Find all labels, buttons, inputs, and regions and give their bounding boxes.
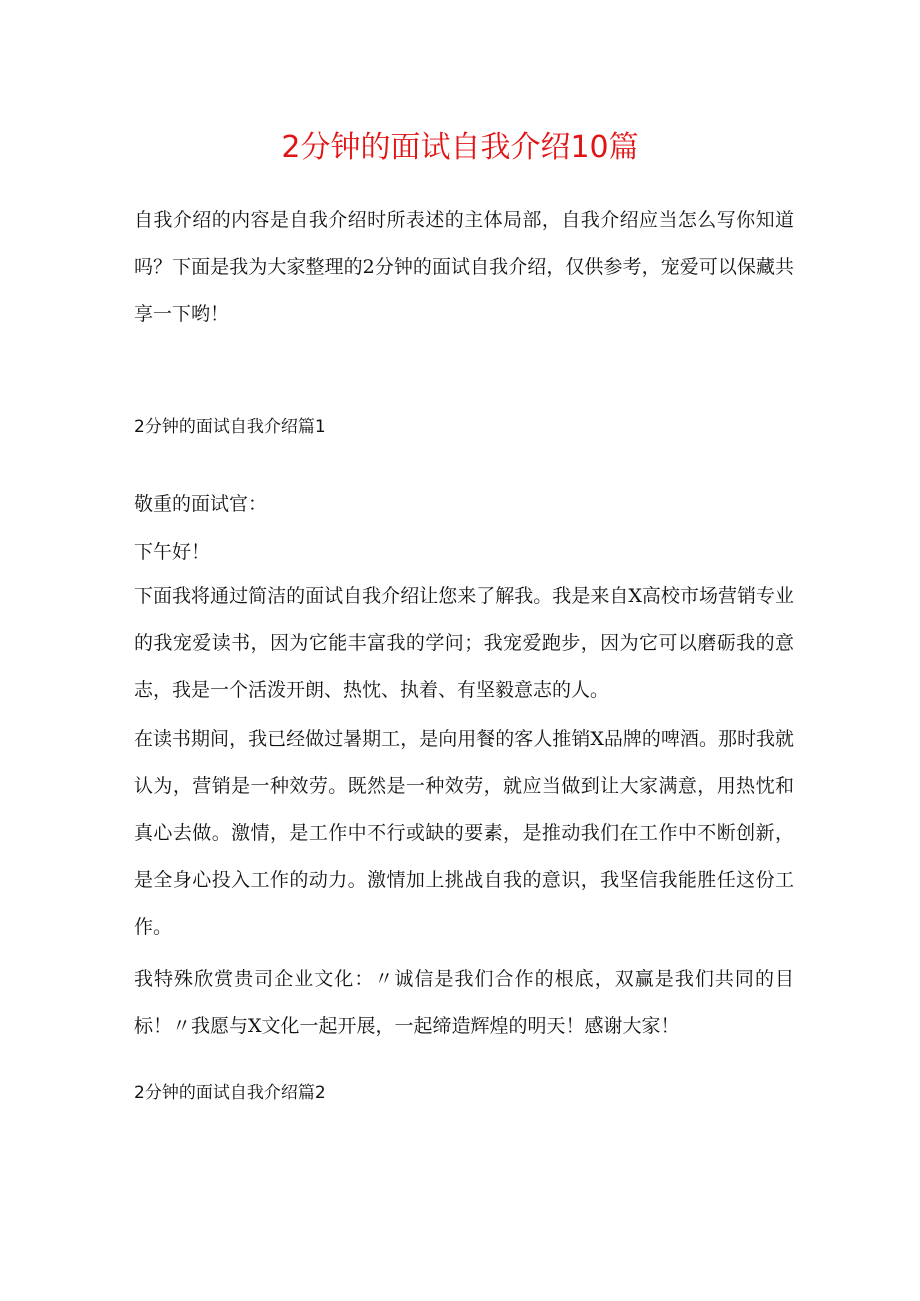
greeting-line: 敬重的面试官： [134,493,268,515]
document-title: 2分钟的面试自我介绍10篇 [281,130,639,165]
salutation-line: 下午好！ [134,541,211,563]
paragraph-1: 下面我将通过简洁的面试自我介绍让您来了解我。我是来自X高校市场营销专业的我宠爱读书，因为它能丰富我的学问；我宠爱跑步，因为它可以磨砺我的意志，我是一个活泼开朗、热忱、执着、有坚毅意志的人。 [134,585,794,701]
section-1-heading: 2分钟的面试自我介绍篇1 [134,417,326,437]
paragraph-3: 我特殊欣赏贵司企业文化：〃诚信是我们合作的根底，双赢是我们共同的目标！〃我愿与X文化一起开展，一起缔造辉煌的明天！感谢大家！ [134,968,794,1037]
intro-paragraph: 自我介绍的内容是自我介绍时所表述的主体局部，自我介绍应当怎么写你知道吗？下面是我为大家整理的2分钟的面试自我介绍，仅供参考，宠爱可以保藏共享一下哟！ [134,209,794,325]
section-2-heading: 2分钟的面试自我介绍篇2 [134,1083,326,1103]
paragraph-2: 在读书期间，我已经做过暑期工，是向用餐的客人推销X品牌的啤酒。那时我就认为，营销是一种效劳。既然是一种效劳，就应当做到让大家满意，用热忱和真心去做。激情，是工作中不行或缺的要素，是推动我们在工作中不断创新，是全身心投入工作的动力。激情加上挑战自我的意识，我坚信我能胜任这份工作。 [134,728,794,938]
